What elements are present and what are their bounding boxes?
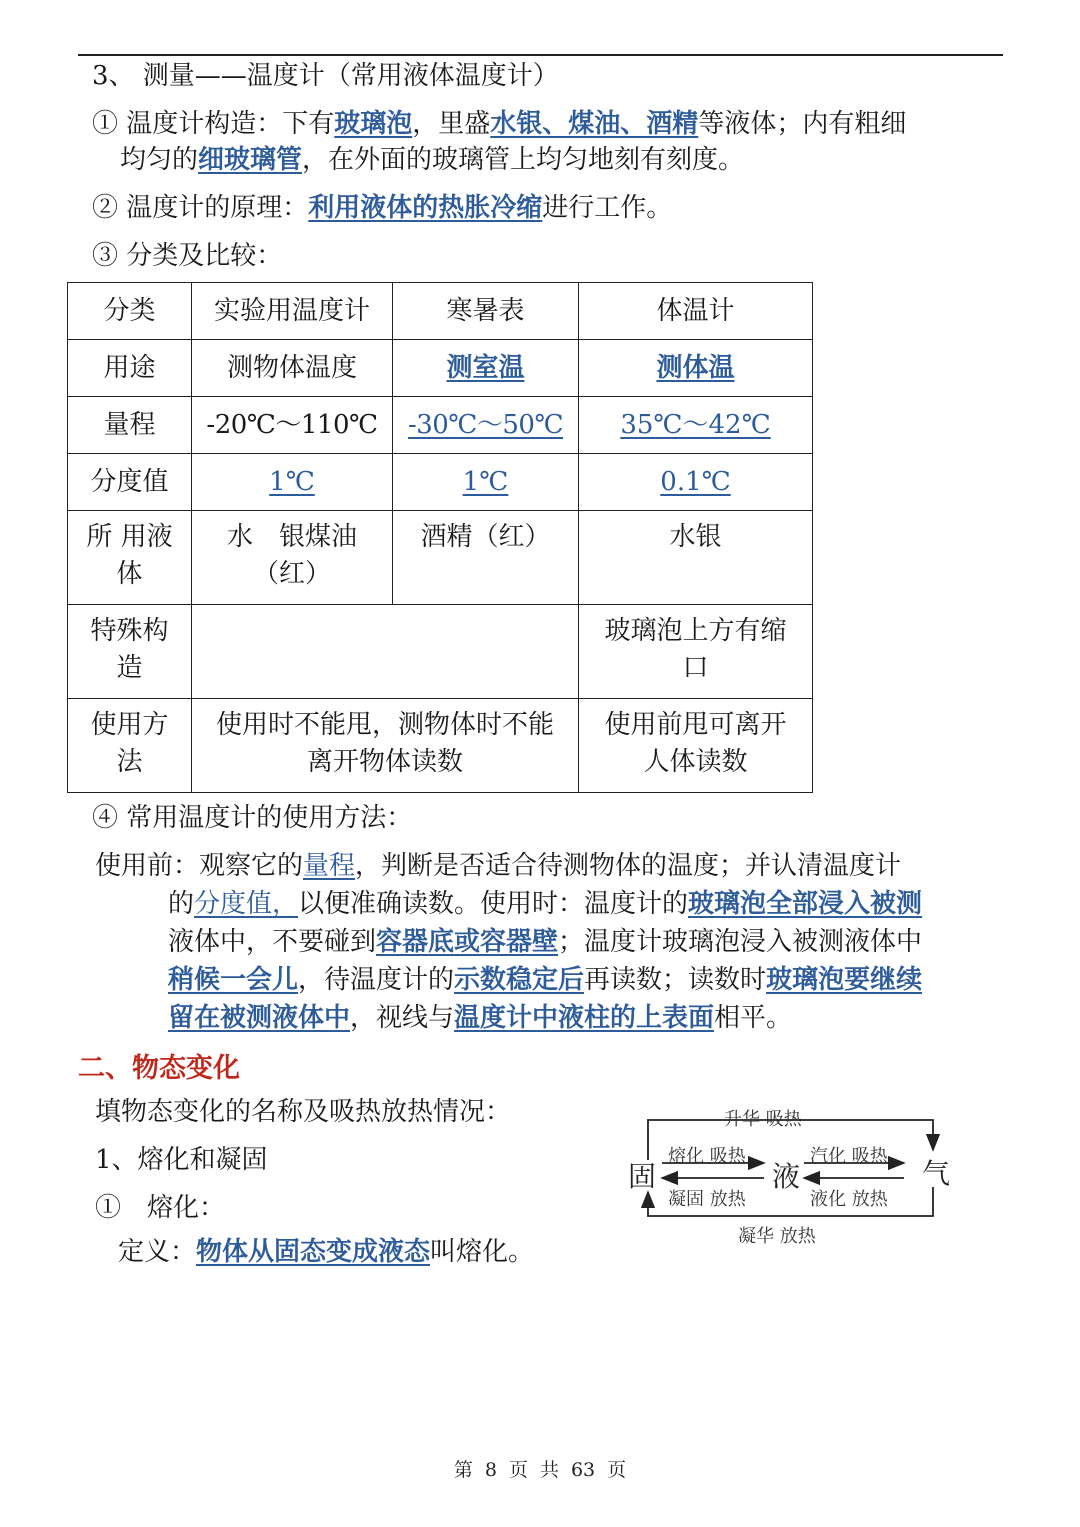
table-row: [68, 340, 813, 397]
text: ，视线与: [350, 1003, 455, 1033]
item-heading: ① 熔化：: [95, 1193, 226, 1223]
text: 均匀的: [120, 145, 199, 175]
text: ；温度计玻璃泡浸入被测液体中: [558, 927, 923, 957]
table-row: [68, 397, 813, 454]
table-cell: [393, 397, 579, 454]
keyword: 0.1℃: [660, 466, 731, 497]
paragraph-classification: ③ 分类及比较：: [92, 241, 283, 271]
keyword: -30℃～50℃: [407, 409, 564, 440]
table-cell: 测物体温度: [192, 340, 393, 397]
text: ，里盛: [412, 109, 491, 139]
table-cell: [393, 454, 579, 511]
table-cell: [192, 511, 393, 605]
usage-line: [168, 1000, 792, 1036]
table-header-cell: 寒暑表: [393, 283, 579, 340]
text: 相平。: [714, 1003, 793, 1033]
text: 特殊构: [90, 616, 169, 646]
keyword: 水银、煤油、酒精: [490, 109, 699, 139]
usage-line: [168, 924, 922, 960]
definition: [118, 1234, 534, 1270]
table-row: [68, 511, 813, 605]
gas-label: 气: [922, 1157, 951, 1190]
keyword: 玻璃泡: [334, 109, 413, 139]
text: 的: [168, 889, 195, 919]
keyword: 细玻璃管: [198, 145, 303, 175]
table-header-cell: 体温计: [579, 283, 813, 340]
keyword: 1℃: [269, 466, 315, 497]
header-rule: [78, 54, 1003, 56]
text: 离开物体读数: [306, 747, 463, 777]
usage-line: [95, 848, 901, 884]
paragraph-construction: [92, 106, 906, 142]
text: 共: [539, 1459, 559, 1481]
table-row: [68, 699, 813, 793]
text: ② 温度计的原理：: [92, 193, 309, 223]
text: 第: [453, 1459, 473, 1481]
table-cell: [579, 454, 813, 511]
text: 水 银煤油: [226, 522, 357, 552]
table-header-cell: 实验用温度计: [192, 283, 393, 340]
page-number: 8: [484, 1459, 497, 1481]
keyword: 容器底或容器壁: [376, 927, 559, 957]
row-label: [68, 511, 192, 605]
keyword: 量程: [303, 851, 356, 881]
text: 玻璃泡上方有缩: [604, 616, 787, 646]
text: ① 温度计构造：下有: [92, 109, 335, 139]
text: 页: [508, 1459, 528, 1481]
keyword: 1℃: [462, 466, 509, 497]
table-cell: -20℃～110℃: [192, 397, 393, 454]
text: 进行工作。: [542, 193, 673, 223]
subsection-heading: 1、熔化和凝固: [95, 1145, 268, 1175]
table-cell: 酒精（红）: [393, 511, 579, 605]
keyword: 分度值，: [194, 889, 299, 919]
keyword: 稍候一会儿: [168, 965, 299, 995]
table-row: [68, 454, 813, 511]
text: ，在外面的玻璃管上均匀地刻有刻度。: [302, 145, 745, 175]
solid-label: 固: [628, 1160, 657, 1193]
text: 口: [682, 653, 709, 683]
condensation-label: 液化 放热: [810, 1189, 888, 1210]
table-header-cell: 分类: [68, 283, 192, 340]
liquid-label: 液: [772, 1160, 801, 1193]
row-label: 分度值: [68, 454, 192, 511]
row-label: [68, 699, 192, 793]
text: 叫熔化。: [430, 1237, 535, 1267]
phase-change-diagram: [622, 1102, 962, 1252]
keyword: 玻璃泡全部浸入被测: [688, 889, 923, 919]
text: 使用方: [90, 710, 169, 740]
row-label: 用途: [68, 340, 192, 397]
vaporization-label: 汽化 吸热: [810, 1146, 888, 1167]
text: 使用时不能甩，测物体时不能: [215, 710, 554, 740]
sublimation-label: 升华 吸热: [724, 1109, 802, 1130]
table-cell: [579, 397, 813, 454]
keyword: 示数稳定后: [454, 965, 585, 995]
table-row: [68, 605, 813, 699]
section-title: 二、物态变化: [78, 1053, 240, 1084]
paragraph-usage-heading: ④ 常用温度计的使用方法：: [92, 803, 413, 833]
table-cell: [579, 699, 813, 793]
freezing-label: 凝固 放热: [668, 1189, 746, 1210]
table-cell: [579, 340, 813, 397]
keyword: 利用液体的热胀冷缩: [308, 193, 543, 223]
text: ，待温度计的: [298, 965, 455, 995]
usage-line: [168, 886, 922, 922]
text: 使用前：观察它的: [95, 851, 304, 881]
intro-text: 填物态变化的名称及吸热放热情况：: [95, 1097, 512, 1127]
text: 法: [116, 747, 143, 777]
total-pages: 63: [570, 1459, 596, 1481]
table-cell: [192, 454, 393, 511]
keyword: 测室温: [446, 352, 525, 383]
paragraph-construction-cont: [120, 142, 744, 178]
page-footer: [0, 1455, 1080, 1482]
keyword: 35℃～42℃: [620, 409, 771, 440]
row-label: 量程: [68, 397, 192, 454]
usage-line: [168, 962, 922, 998]
text: ，判断是否适合待测物体的温度；并认清温度计: [355, 851, 902, 881]
text: 液体中，不要碰到: [168, 927, 377, 957]
table-row: [68, 283, 813, 340]
text: 造: [116, 653, 143, 683]
text: 体: [116, 559, 143, 589]
row-label: [68, 605, 192, 699]
text: （红）: [252, 559, 331, 589]
keyword: 温度计中液柱的上表面: [454, 1003, 715, 1033]
keyword: 留在被测液体中: [168, 1003, 351, 1033]
table-cell: [579, 605, 813, 699]
text: 以便准确读数。使用时：温度计的: [298, 889, 689, 919]
keyword: 物体从固态变成液态: [196, 1237, 431, 1267]
comparison-table: [67, 282, 813, 793]
text: 再读数；读数时: [584, 965, 767, 995]
deposition-label: 凝华 放热: [738, 1226, 816, 1247]
text: 使用前甩可离开: [604, 710, 787, 740]
table-cell: [393, 340, 579, 397]
section-heading: 3、 测量——温度计（常用液体温度计）: [92, 61, 559, 91]
table-cell: [192, 605, 579, 699]
paragraph-principle: [92, 190, 672, 226]
keyword: 测体温: [656, 352, 735, 383]
text: 人体读数: [643, 747, 748, 777]
text: 所 用液: [86, 522, 173, 552]
keyword: 玻璃泡要继续: [766, 965, 923, 995]
melting-label: 熔化 吸热: [668, 1146, 746, 1167]
text: 定义：: [118, 1237, 197, 1267]
text: 页: [607, 1459, 627, 1481]
table-cell: [192, 699, 579, 793]
table-cell: 水银: [579, 511, 813, 605]
text: 等液体；内有粗细: [698, 109, 907, 139]
